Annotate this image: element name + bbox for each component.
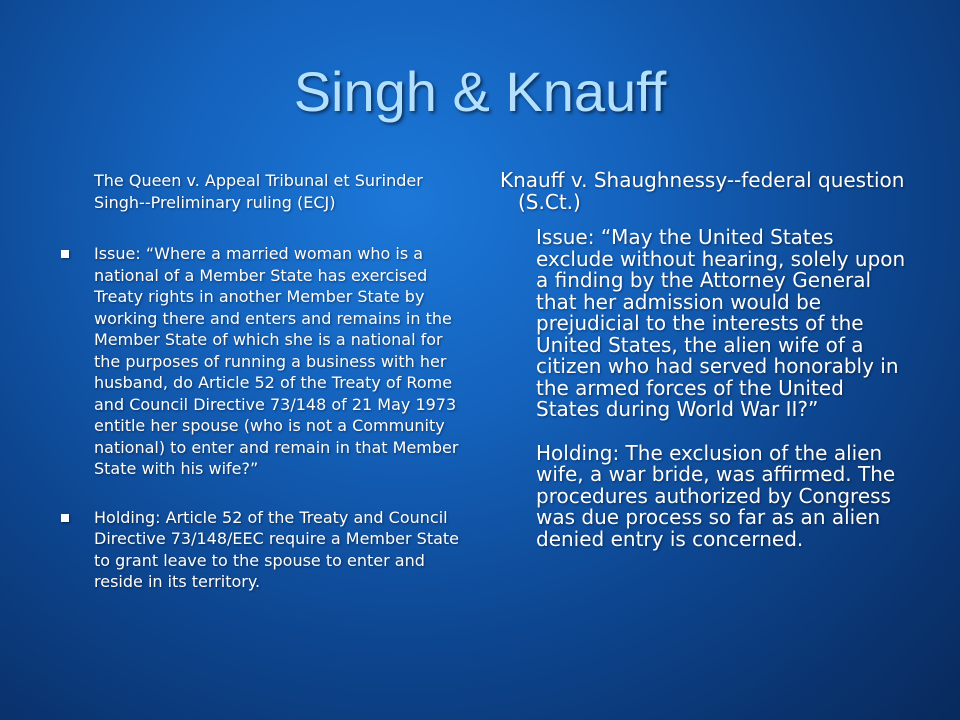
left-issue-text: Issue: “Where a married woman who is a national of a Member State has exercised Treaty rights in another Member State by working there and enters and remains in the Member State of which she is a national for the purposes of running a business with her husband, do Article 52 of the Treaty of Rome and Council Directive 73/148 of 21 May 1973 entitle her spouse (who is not a Community national) to enter and remain in that Member State with his wife?”: [94, 244, 459, 478]
right-issue-text: Issue: “May the United States exclude without hearing, solely upon a finding by the Attorney General that her admission would be prejudicial to the interests of the United States, the alien wife of a citizen who had served honorably in the armed forces of the United States during World War II?”: [536, 225, 906, 421]
left-column: [58, 170, 468, 620]
square-bullet-icon: [61, 250, 69, 258]
left-case-intro: The Queen v. Appeal Tribunal et Surinder Singh--Preliminary ruling (ECJ): [94, 171, 423, 212]
left-bullet-issue: [58, 243, 468, 480]
left-holding-text: Holding: Article 52 of the Treaty and Council Directive 73/148/EEC require a Member State to grant leave to the spouse to enter and reside in its territory.: [94, 507, 460, 591]
right-column: [500, 170, 910, 572]
left-bullet-holding: [58, 507, 468, 593]
square-bullet-icon: [61, 514, 69, 522]
slide-title: Singh & Knauff: [293, 60, 667, 123]
right-case-heading: Knauff v. Shaughnessy--federal question (S.Ct.): [500, 168, 905, 214]
right-holding-text: Holding: The exclusion of the alien wife, a war bride, was affirmed. The procedures authorized by Congress was due process so far as an alien denied entry is concerned.: [536, 440, 896, 551]
